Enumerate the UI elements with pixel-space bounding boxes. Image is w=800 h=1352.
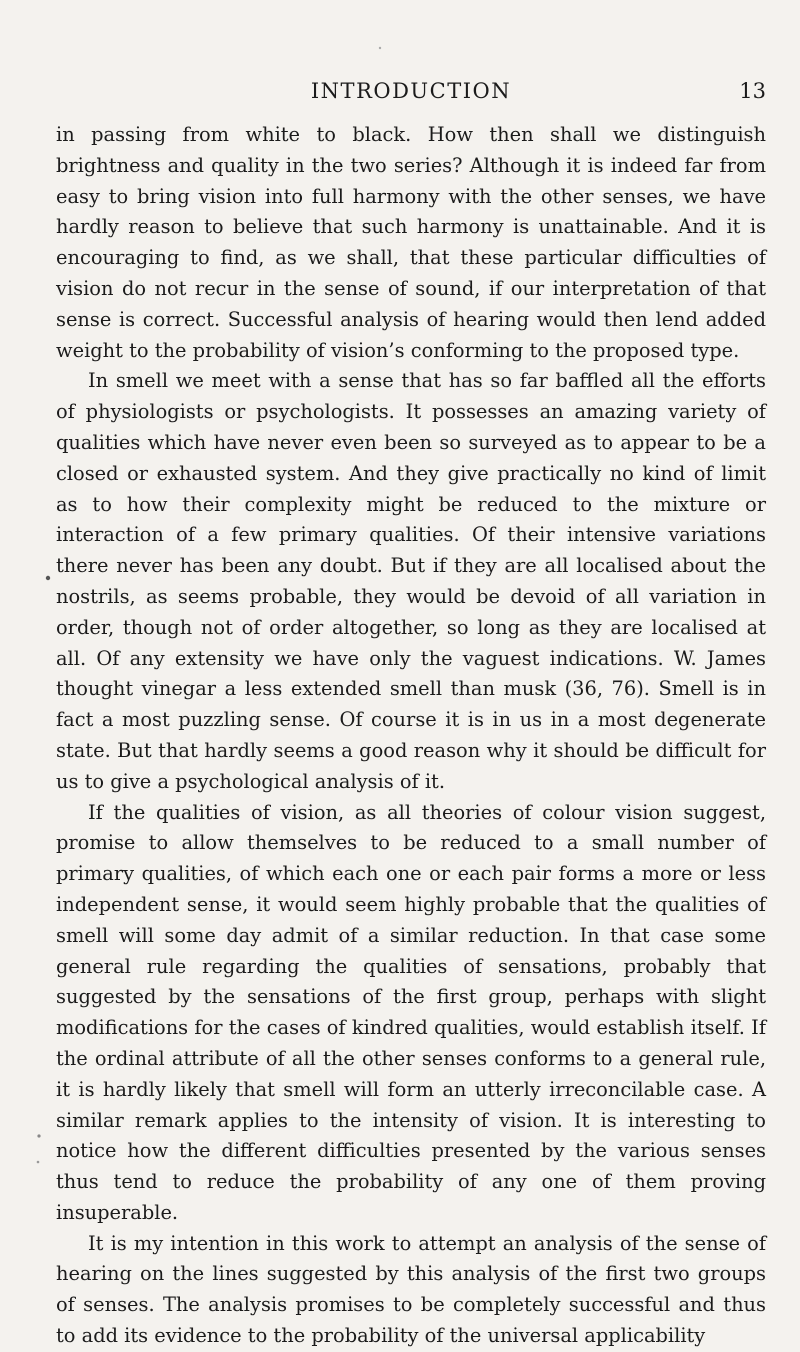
paragraph-1: in passing from white to black. How then shall we distinguish brightness and quality in the two series? Although it is indeed far from easy to bring vision into full harmony with the other senses, we have hardly reason to believe that such harmony is unattainable. And it is encouraging to find, as we shall, that these particular difficulties of vision do not recur in the sense of sound, if our interpretation of that sense is correct. Successful analysis of hearing would then lend added weight to the probability of vision’s conforming to the proposed type.: [56, 123, 766, 362]
body-text: [56, 120, 766, 1352]
margin-speck: [37, 1134, 40, 1137]
paragraph-3: If the qualities of vision, as all theories of colour vision suggest, promise to allow themselves to be reduced to a small number of primary qualities, of which each one or each pair forms a more or less independent sense, it would seem highly probable that the qualities of smell will some day admit of a similar reduction. In that case some general rule regarding the qualities of sensations, probably that suggested by the sensations of the first group, perhaps with slight modifications for the cases of kindred qualities, would establish itself. If the ordinal attribute of all the other senses conforms to a general rule, it is hardly likely that smell will form an utterly irreconcilable case. A similar remark applies to the intensity of vision. It is interesting to notice how the different difficulties presented by the various senses thus tend to reduce the probability of any one of them proving insuperable.: [56, 800, 766, 1224]
page-number: 13: [739, 79, 766, 103]
margin-speck: [46, 576, 50, 580]
paragraph-2: In smell we meet with a sense that has so far baffled all the efforts of physiologists or psychologists. It possesses an amazing variety of qualities which have never even been so surveyed as to appear to be a closed or exhausted system. And they give practically no kind of limit as to how their complexity might be reduced to the mixture or interaction of a few primary qualities. Of their intensive variations there never has been any doubt. But if they are all localised about the nostrils, as seems probable, they would be devoid of all variation in order, though not of order altogether, so long as they are localised at all. Of any extensity we have only the vaguest indications. W. James thought vinegar a less extended smell than musk (36, 76). Smell is in fact a most puzzling sense. Of course it is in us in a most degenerate state. But that hardly seems a good reason why it should be difficult for us to give a psychological analysis of it.: [56, 369, 766, 793]
running-title: INTRODUCTION: [310, 79, 512, 103]
running-head: [56, 76, 766, 106]
paragraph-4: It is my intention in this work to attempt an analysis of the sense of hearing on the lines suggested by this analysis of the first two groups of senses. The analysis promises to be completely successful and thus to add its evidence to the probability of the universal applicability: [56, 1231, 766, 1348]
margin-speck: [37, 1161, 40, 1164]
margin-speck: [379, 47, 381, 49]
